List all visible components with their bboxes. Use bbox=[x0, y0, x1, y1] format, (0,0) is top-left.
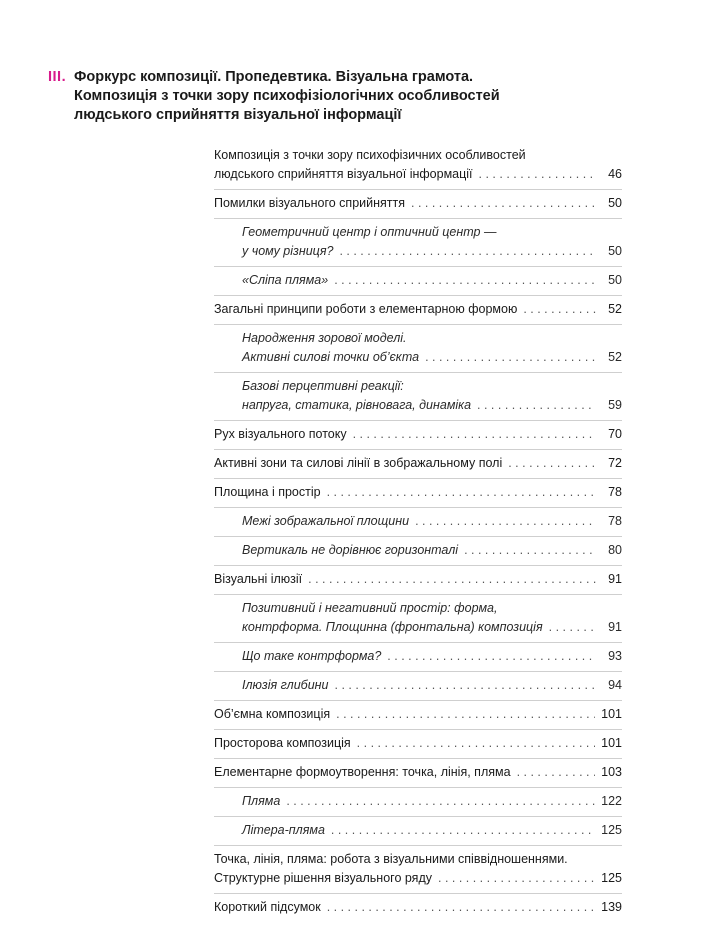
page-number: 52 bbox=[608, 302, 622, 316]
dot-leader bbox=[387, 647, 596, 666]
page-number: 78 bbox=[608, 485, 622, 499]
dot-leader bbox=[334, 271, 596, 290]
page-number: 72 bbox=[608, 456, 622, 470]
toc-entry[interactable] bbox=[214, 296, 622, 325]
page-number: 139 bbox=[601, 900, 622, 914]
section-title bbox=[74, 68, 634, 125]
toc-entry-title: Помилки візуального сприйняття bbox=[214, 196, 405, 210]
page-number: 70 bbox=[608, 427, 622, 441]
dot-leader bbox=[517, 763, 596, 782]
toc-entry-title: Композиція з точки зору психофізичних особливостей bbox=[214, 148, 526, 162]
toc-subentry[interactable] bbox=[214, 267, 622, 296]
toc-entry-title: напруга, статика, рівновага, динаміка bbox=[242, 398, 472, 412]
page-number: 101 bbox=[601, 736, 622, 750]
dot-leader bbox=[286, 792, 595, 811]
page-number: 93 bbox=[608, 649, 622, 663]
dot-leader bbox=[425, 348, 596, 367]
toc-entry-title: Активні зони та силові лінії в зображальному полі bbox=[214, 456, 503, 470]
dot-leader bbox=[339, 242, 596, 261]
table-of-contents bbox=[214, 142, 622, 922]
toc-entry[interactable] bbox=[214, 142, 622, 190]
toc-subentry[interactable] bbox=[214, 508, 622, 537]
dot-leader bbox=[336, 705, 595, 724]
toc-entry-line bbox=[214, 483, 622, 502]
toc-entry-line bbox=[214, 377, 622, 396]
dot-leader bbox=[549, 618, 596, 637]
dot-leader bbox=[308, 570, 596, 589]
toc-subentry[interactable] bbox=[214, 643, 622, 672]
toc-subentry[interactable] bbox=[214, 373, 622, 421]
toc-entry-title: Об’ємна композиція bbox=[214, 707, 331, 721]
toc-entry-line bbox=[214, 869, 622, 888]
toc-entry-title: Пляма bbox=[242, 794, 281, 808]
toc-subentry[interactable] bbox=[214, 219, 622, 267]
toc-entry[interactable] bbox=[214, 846, 622, 894]
toc-entry-title: Геометричний центр і оптичний центр — bbox=[242, 225, 497, 239]
page-number: 101 bbox=[601, 707, 622, 721]
page-number: 91 bbox=[608, 620, 622, 634]
toc-entry-line bbox=[214, 676, 622, 695]
toc-entry[interactable] bbox=[214, 894, 622, 922]
page-number: 103 bbox=[601, 765, 622, 779]
toc-subentry[interactable] bbox=[214, 817, 622, 846]
toc-entry-title: людського сприйняття візуальної інформації bbox=[214, 167, 473, 181]
toc-entry-line bbox=[214, 763, 622, 782]
toc-entry[interactable] bbox=[214, 190, 622, 219]
toc-entry-line bbox=[214, 898, 622, 917]
toc-entry-line bbox=[214, 454, 622, 473]
toc-entry-title: контрформа. Площинна (фронтальна) композиція bbox=[242, 620, 543, 634]
toc-entry[interactable] bbox=[214, 730, 622, 759]
toc-entry-line bbox=[214, 300, 622, 319]
toc-entry-title: Активні силові точки об’єкта bbox=[242, 350, 420, 364]
toc-entry[interactable] bbox=[214, 701, 622, 730]
toc-entry-title: Позитивний і негативний простір: форма, bbox=[242, 601, 498, 615]
page-number: 80 bbox=[608, 543, 622, 557]
toc-entry-line bbox=[214, 146, 622, 165]
toc-entry-title: Ілюзія глибини bbox=[242, 678, 329, 692]
page-number: 52 bbox=[608, 350, 622, 364]
dot-leader bbox=[327, 898, 595, 917]
toc-entry-line bbox=[214, 329, 622, 348]
dot-leader bbox=[357, 734, 595, 753]
dot-leader bbox=[327, 483, 596, 502]
toc-subentry[interactable] bbox=[214, 595, 622, 643]
toc-subentry[interactable] bbox=[214, 537, 622, 566]
toc-entry[interactable] bbox=[214, 479, 622, 508]
toc-entry-line bbox=[214, 618, 622, 637]
toc-entry-title: Точка, лінія, пляма: робота з візуальними співвідношеннями. bbox=[214, 852, 568, 866]
toc-entry-title: Візуальні ілюзії bbox=[214, 572, 303, 586]
dot-leader bbox=[479, 165, 596, 184]
page-number: 125 bbox=[601, 871, 622, 885]
dot-leader bbox=[331, 821, 595, 840]
page-number: 91 bbox=[608, 572, 622, 586]
toc-entry[interactable] bbox=[214, 759, 622, 788]
toc-entry-title: Базові перцептивні реакції: bbox=[242, 379, 404, 393]
page-number: 50 bbox=[608, 244, 622, 258]
section-title-line: Форкурс композиції. Пропедевтика. Візуальна грамота. bbox=[74, 69, 474, 85]
dot-leader bbox=[508, 454, 596, 473]
page-number: 50 bbox=[608, 196, 622, 210]
toc-entry-title: Короткий підсумок bbox=[214, 900, 321, 914]
toc-entry-line bbox=[214, 734, 622, 753]
dot-leader bbox=[415, 512, 596, 531]
toc-entry-line bbox=[214, 647, 622, 666]
toc-entry-line bbox=[214, 396, 622, 415]
toc-entry-line bbox=[214, 348, 622, 367]
toc-entry-line bbox=[214, 541, 622, 560]
toc-entry-title: Структурне рішення візуального ряду bbox=[214, 871, 432, 885]
toc-entry-line bbox=[214, 570, 622, 589]
toc-entry-line bbox=[214, 223, 622, 242]
toc-entry-line bbox=[214, 850, 622, 869]
toc-entry-line bbox=[214, 512, 622, 531]
page-number: 78 bbox=[608, 514, 622, 528]
toc-entry-title: Просторова композиція bbox=[214, 736, 351, 750]
page-number: 46 bbox=[608, 167, 622, 181]
dot-leader bbox=[335, 676, 597, 695]
toc-subentry[interactable] bbox=[214, 672, 622, 701]
toc-entry-line bbox=[214, 792, 622, 811]
page-number: 125 bbox=[601, 823, 622, 837]
dot-leader bbox=[477, 396, 596, 415]
toc-entry-title: Рух візуального потоку bbox=[214, 427, 347, 441]
page-number: 59 bbox=[608, 398, 622, 412]
dot-leader bbox=[523, 300, 596, 319]
toc-entry-title: «Сліпа пляма» bbox=[242, 273, 329, 287]
toc-subentry[interactable] bbox=[214, 788, 622, 817]
toc-entry-line bbox=[214, 425, 622, 444]
page-number: 94 bbox=[608, 678, 622, 692]
toc-entry-line bbox=[214, 705, 622, 724]
toc-entry-title: Літера-пляма bbox=[242, 823, 325, 837]
toc-entry-line bbox=[214, 165, 622, 184]
section-title-line: Композиція з точки зору психофізіологічних особливостей bbox=[74, 88, 500, 104]
toc-entry-title: Що таке контрформа? bbox=[242, 649, 382, 663]
toc-subentry[interactable] bbox=[214, 325, 622, 373]
page-number: 122 bbox=[601, 794, 622, 808]
toc-entry-title: у чому різниця? bbox=[242, 244, 334, 258]
toc-entry[interactable] bbox=[214, 450, 622, 479]
page-number: 50 bbox=[608, 273, 622, 287]
dot-leader bbox=[411, 194, 596, 213]
toc-entry[interactable] bbox=[214, 421, 622, 450]
toc-entry[interactable] bbox=[214, 566, 622, 595]
toc-entry-title: Межі зображальної площини bbox=[242, 514, 410, 528]
toc-entry-title: Вертикаль не дорівнює горизонталі bbox=[242, 543, 459, 557]
toc-entry-title: Елементарне формоутворення: точка, лінія, пляма bbox=[214, 765, 511, 779]
dot-leader bbox=[438, 869, 595, 888]
toc-entry-line bbox=[214, 194, 622, 213]
toc-entry-line bbox=[214, 599, 622, 618]
section-title-line: людського сприйняття візуальної інформації bbox=[74, 107, 402, 123]
toc-entry-title: Площина і простір bbox=[214, 485, 321, 499]
toc-entry-line bbox=[214, 271, 622, 290]
dot-leader bbox=[464, 541, 596, 560]
toc-entry-title: Загальні принципи роботи з елементарною формою bbox=[214, 302, 518, 316]
toc-entry-title: Народження зорової моделі. bbox=[242, 331, 407, 345]
section-numeral: III. bbox=[48, 69, 67, 85]
toc-entry-line bbox=[214, 821, 622, 840]
dot-leader bbox=[353, 425, 596, 444]
toc-entry-line bbox=[214, 242, 622, 261]
